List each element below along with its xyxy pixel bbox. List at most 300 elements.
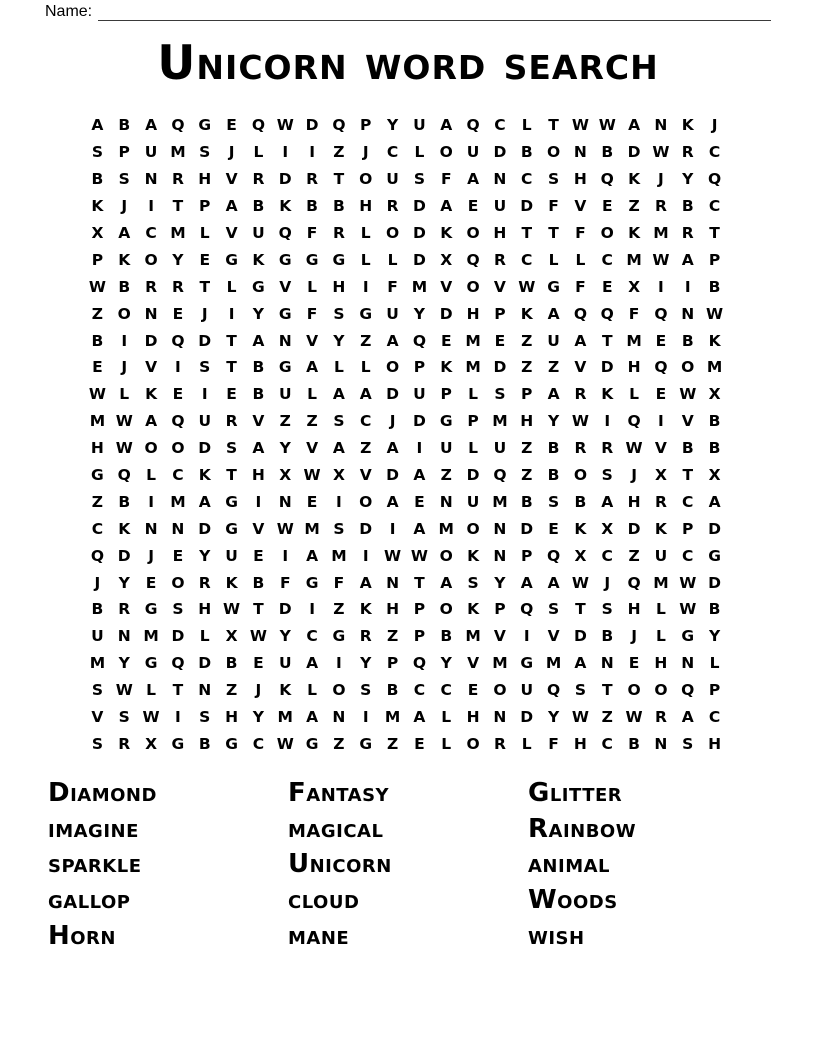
grid-letter: F [628,304,640,323]
grid-letter: H [627,492,641,511]
grid-letter: A [413,466,426,485]
grid-letter: W [571,116,589,135]
grid-letter: O [332,681,346,700]
grid-letter: D [359,519,373,538]
grid-letter: L [575,250,586,269]
grid-letter: H [359,197,373,216]
grid-letter: R [171,170,184,189]
grid-letter: B [601,143,614,162]
name-label: Name: [45,3,93,20]
grid-letter: H [225,708,239,727]
grid-letter: P [413,358,426,377]
grid-letter: G [278,358,292,377]
grid-letter: E [253,546,264,565]
grid-letter: S [199,708,211,727]
grid-letter: L [307,277,318,296]
grid-letter: I [336,654,342,673]
grid-letter: I [658,277,664,296]
grid-letter: P [91,250,104,269]
grid-letter: R [681,224,694,242]
grid-letter: R [574,439,587,458]
grid-letter: H [386,600,400,619]
grid-letter: R [306,170,319,189]
grid-letter: R [171,277,184,296]
grid-letter: G [681,627,695,646]
grid-letter: A [118,224,131,242]
grid-letter: J [148,546,154,565]
grid-letter: R [654,492,667,511]
grid-letter: Z [279,412,291,431]
grid-letter: C [682,492,694,511]
grid-letter: L [119,385,130,404]
grid-letter: B [333,197,345,216]
grid-letter: P [199,197,211,216]
word-list-item: sparkle [48,849,142,880]
grid-letter: S [333,412,345,431]
name-input-line [98,3,771,21]
grid-letter: T [575,600,586,619]
grid-letter: T [709,224,720,242]
grid-letter: H [466,708,480,727]
grid-letter: O [681,358,695,377]
grid-letter: S [91,143,103,162]
grid-letter: P [708,250,721,269]
grid-letter: C [306,627,318,646]
grid-letter: K [628,170,641,189]
grid-letter: A [359,573,372,592]
grid-letter: J [631,627,637,646]
grid-letter: K [601,385,614,404]
grid-letter: O [439,546,453,565]
grid-letter: F [575,224,586,242]
grid-letter: K [520,304,533,323]
grid-letter: G [359,734,373,753]
grid-letter: L [146,466,157,485]
grid-letter: A [359,385,372,404]
grid-letter: W [115,439,133,458]
grid-letter: X [628,277,641,296]
grid-letter: O [144,439,158,458]
grid-letter: Y [252,304,265,323]
grid-letter: G [225,250,238,269]
grid-letter: Q [171,116,185,135]
grid-letter: K [91,197,104,216]
grid-letter: Q [600,304,614,323]
grid-letter: A [386,331,399,350]
grid-letter: I [175,358,181,377]
grid-letter: X [708,466,721,485]
grid-letter: E [199,250,211,269]
grid-letter: Y [199,546,211,565]
grid-letter: U [278,385,292,404]
grid-letter: B [252,385,265,404]
grid-letter: E [253,654,264,673]
word-list-column [528,776,768,954]
grid-letter: L [709,654,720,673]
grid-letter: W [115,681,133,700]
grid-letter: R [225,412,238,431]
grid-letter: S [172,600,184,619]
grid-letter: Y [386,116,399,135]
grid-letter: P [494,304,506,323]
grid-letter: G [225,519,238,538]
grid-letter: M [89,412,106,431]
grid-letter: L [333,358,344,377]
grid-letter: B [118,277,131,296]
grid-letter: Q [546,546,561,565]
grid-letter: D [708,573,722,592]
grid-letter: Z [333,600,345,619]
word-list-item: Glitter [528,778,623,808]
grid-letter: Z [628,546,640,565]
grid-letter: B [118,492,131,511]
grid-letter: U [413,116,426,135]
grid-letter: L [468,439,479,458]
grid-letter: A [252,331,265,350]
grid-letter: R [493,734,506,753]
grid-letter: L [441,708,452,727]
grid-letter: I [658,412,664,431]
grid-letter: T [601,681,613,700]
grid-letter: A [681,708,694,727]
grid-letter: P [440,385,452,404]
grid-letter: M [170,492,186,511]
grid-letter: K [252,250,265,269]
grid-letter: H [520,412,534,431]
grid-letter: T [521,224,533,242]
grid-letter: I [362,546,369,565]
grid-letter: R [601,439,614,458]
grid-letter: S [601,600,613,619]
grid-letter: A [520,573,533,592]
grid-letter: D [493,143,507,162]
grid-letter: Y [494,573,506,592]
word-list-column [48,776,288,954]
grid-letter: O [573,466,587,485]
grid-letter: D [198,331,212,350]
grid-letter: S [360,681,372,700]
grid-letter: A [574,331,587,350]
grid-letter: N [493,519,507,538]
grid-letter: X [145,734,158,753]
grid-letter: D [198,439,212,458]
grid-letter: U [386,170,399,189]
grid-letter: Q [332,116,346,135]
grid-letter: B [91,170,104,189]
grid-letter: K [225,573,238,592]
grid-letter: X [332,466,345,485]
grid-letter: F [333,573,345,592]
grid-letter: W [276,734,294,753]
grid-letter: A [332,385,345,404]
grid-letter: Y [413,304,426,323]
grid-letter: V [306,439,319,458]
grid-letter: B [386,681,399,700]
grid-letter: N [600,654,614,673]
grid-letter: S [413,170,425,189]
grid-letter: D [412,412,426,431]
word-list-item: Rainbow [528,813,637,844]
grid-letter: V [681,412,694,431]
grid-letter: M [653,573,669,592]
grid-letter: G [305,734,319,753]
grid-letter: L [360,224,371,242]
grid-letter: C [172,466,184,485]
grid-letter: N [493,708,507,727]
grid-letter: H [251,466,265,485]
grid-letter: Z [628,197,640,216]
grid-letter: E [172,546,184,565]
grid-letter: D [278,170,292,189]
grid-letter: K [654,519,667,538]
grid-letter: O [385,358,400,377]
word-list-item: animal [528,849,611,880]
grid-letter: B [601,627,614,646]
grid-letter: V [306,331,319,350]
grid-letter: P [360,116,372,135]
grid-letter: U [198,412,212,431]
grid-letter: H [90,439,104,458]
grid-letter: B [91,331,104,350]
word-list-item: gallop [48,885,131,916]
grid-letter: Q [493,466,507,485]
grid-letter: C [413,681,426,700]
grid-letter: X [574,546,587,565]
grid-letter: A [413,519,426,538]
grid-letter: D [386,466,400,485]
grid-letter: E [172,304,184,323]
grid-letter: Q [278,224,292,242]
grid-letter: I [175,708,181,727]
grid-letter: Q [466,116,480,135]
grid-letter: B [708,600,721,619]
grid-letter: J [121,358,128,377]
grid-letter: E [145,573,157,592]
grid-letter: C [601,734,613,753]
grid-letter: A [440,197,453,216]
grid-letter: U [91,627,104,646]
grid-letter: O [546,143,561,162]
grid-letter: A [332,439,345,458]
grid-letter: M [465,358,481,377]
grid-letter: A [547,573,560,592]
grid-letter: C [708,143,721,162]
grid-letter: U [144,143,158,162]
grid-letter: L [521,116,532,135]
grid-letter: O [171,573,185,592]
word-list-item: wish [528,920,585,951]
grid-letter: L [387,250,398,269]
grid-letter: F [387,277,398,296]
grid-letter: S [199,358,211,377]
grid-letter: L [307,681,318,700]
grid-letter: W [571,708,589,727]
grid-letter: M [143,627,159,646]
grid-letter: Q [466,250,480,269]
grid-letter: R [198,573,211,592]
grid-letter: N [681,654,695,673]
grid-letter: R [145,277,158,296]
grid-letter: L [548,250,559,269]
grid-letter: H [573,734,587,753]
grid-letter: L [253,143,264,162]
grid-letter: L [360,358,371,377]
grid-letter: O [466,519,480,538]
grid-letter: T [226,331,237,350]
grid-letter: M [653,224,669,242]
grid-letter: T [601,331,613,350]
grid-letter: O [144,250,158,269]
grid-letter: A [574,654,587,673]
grid-letter: N [386,573,400,592]
grid-letter: T [226,358,237,377]
grid-letter: W [598,116,616,135]
grid-letter: O [359,170,373,189]
grid-letter: I [604,412,611,431]
grid-letter: D [493,358,507,377]
grid-letter: S [547,170,560,189]
grid-letter: Q [412,654,426,673]
grid-letter: P [413,600,426,619]
name-row [45,2,771,21]
grid-letter: W [276,116,294,135]
grid-letter: V [252,519,265,538]
grid-letter: S [333,519,345,538]
grid-letter: M [384,708,401,727]
grid-letter: N [681,304,695,323]
grid-letter: J [121,197,128,216]
grid-letter: L [226,277,237,296]
grid-letter: Y [172,250,184,269]
grid-letter: L [521,734,532,753]
grid-letter: S [91,681,103,700]
grid-letter: R [681,143,694,162]
grid-letter: K [440,224,453,242]
grid-letter: E [414,492,425,511]
grid-letter: Q [707,170,722,189]
grid-letter: Y [547,412,560,431]
grid-letter: E [467,197,479,216]
grid-letter: D [520,519,534,538]
grid-letter: L [360,250,371,269]
grid-letter: G [198,116,212,135]
grid-letter: C [682,546,694,565]
grid-letter: T [548,224,559,242]
grid-letter: K [681,116,694,135]
grid-letter: O [600,224,614,242]
grid-letter: M [465,331,481,350]
grid-letter: C [360,412,372,431]
grid-letter: S [494,385,506,404]
grid-letter: F [575,277,586,296]
grid-letter: A [386,492,399,511]
grid-letter: I [336,492,342,511]
page-title: Unicorn word search [157,36,659,91]
grid-letter: E [172,385,184,404]
grid-letter: K [279,681,292,700]
grid-letter: B [91,600,104,619]
grid-letter: D [117,546,131,565]
grid-letter: N [278,492,292,511]
grid-letter: K [279,197,292,216]
grid-letter: W [571,412,589,431]
grid-letter: Q [627,573,641,592]
grid-letter: E [440,331,452,350]
grid-letter: A [145,412,158,431]
grid-letter: D [708,519,722,538]
grid-letter: U [252,224,265,242]
grid-letter: V [574,358,587,377]
grid-letter: A [198,492,211,511]
grid-letter: G [359,304,373,323]
grid-letter: B [520,143,533,162]
grid-letter: V [359,466,372,485]
grid-letter: R [493,250,506,269]
grid-letter: P [521,546,533,565]
grid-letter: E [92,358,103,377]
grid-letter: W [706,304,724,323]
grid-letter: A [681,250,694,269]
grid-letter: D [171,627,185,646]
grid-letter: S [333,304,345,323]
grid-letter: G [520,654,534,673]
grid-letter: N [144,170,158,189]
grid-letter: K [574,519,587,538]
word-list-item: magical [288,813,384,844]
grid-letter: D [412,224,426,242]
grid-letter: G [278,250,292,269]
grid-letter: K [440,358,453,377]
grid-letter: Q [546,681,561,700]
grid-letter: G [332,250,346,269]
grid-letter: U [547,331,560,350]
grid-letter: M [492,492,508,511]
grid-letter: N [573,143,587,162]
grid-letter: M [170,143,186,162]
grid-letter: Q [171,331,185,350]
grid-letter: E [655,385,667,404]
grid-letter: I [255,492,262,511]
grid-letter: M [89,654,106,673]
grid-letter: E [548,519,559,538]
grid-letter: I [201,385,208,404]
grid-letter: T [199,277,211,296]
grid-letter: A [306,546,319,565]
grid-letter: U [493,197,507,216]
grid-letter: Q [90,546,104,565]
grid-letter: S [574,681,586,700]
grid-letter: D [305,116,319,135]
grid-letter: Q [171,412,185,431]
grid-letter: B [681,439,694,458]
grid-letter: J [389,412,396,431]
grid-letter: N [654,734,668,753]
grid-letter: M [492,654,508,673]
grid-letter: O [117,304,131,323]
grid-letter: D [412,250,426,269]
grid-letter: W [276,519,294,538]
grid-letter: C [91,519,104,538]
grid-letter: G [547,277,560,296]
grid-letter: I [121,331,128,350]
grid-letter: Y [252,708,265,727]
grid-letter: Q [412,331,426,350]
grid-letter: J [255,681,262,700]
grid-letter: I [523,627,530,646]
grid-letter: E [467,681,479,700]
grid-letter: L [146,681,157,700]
grid-letter: N [171,519,185,538]
